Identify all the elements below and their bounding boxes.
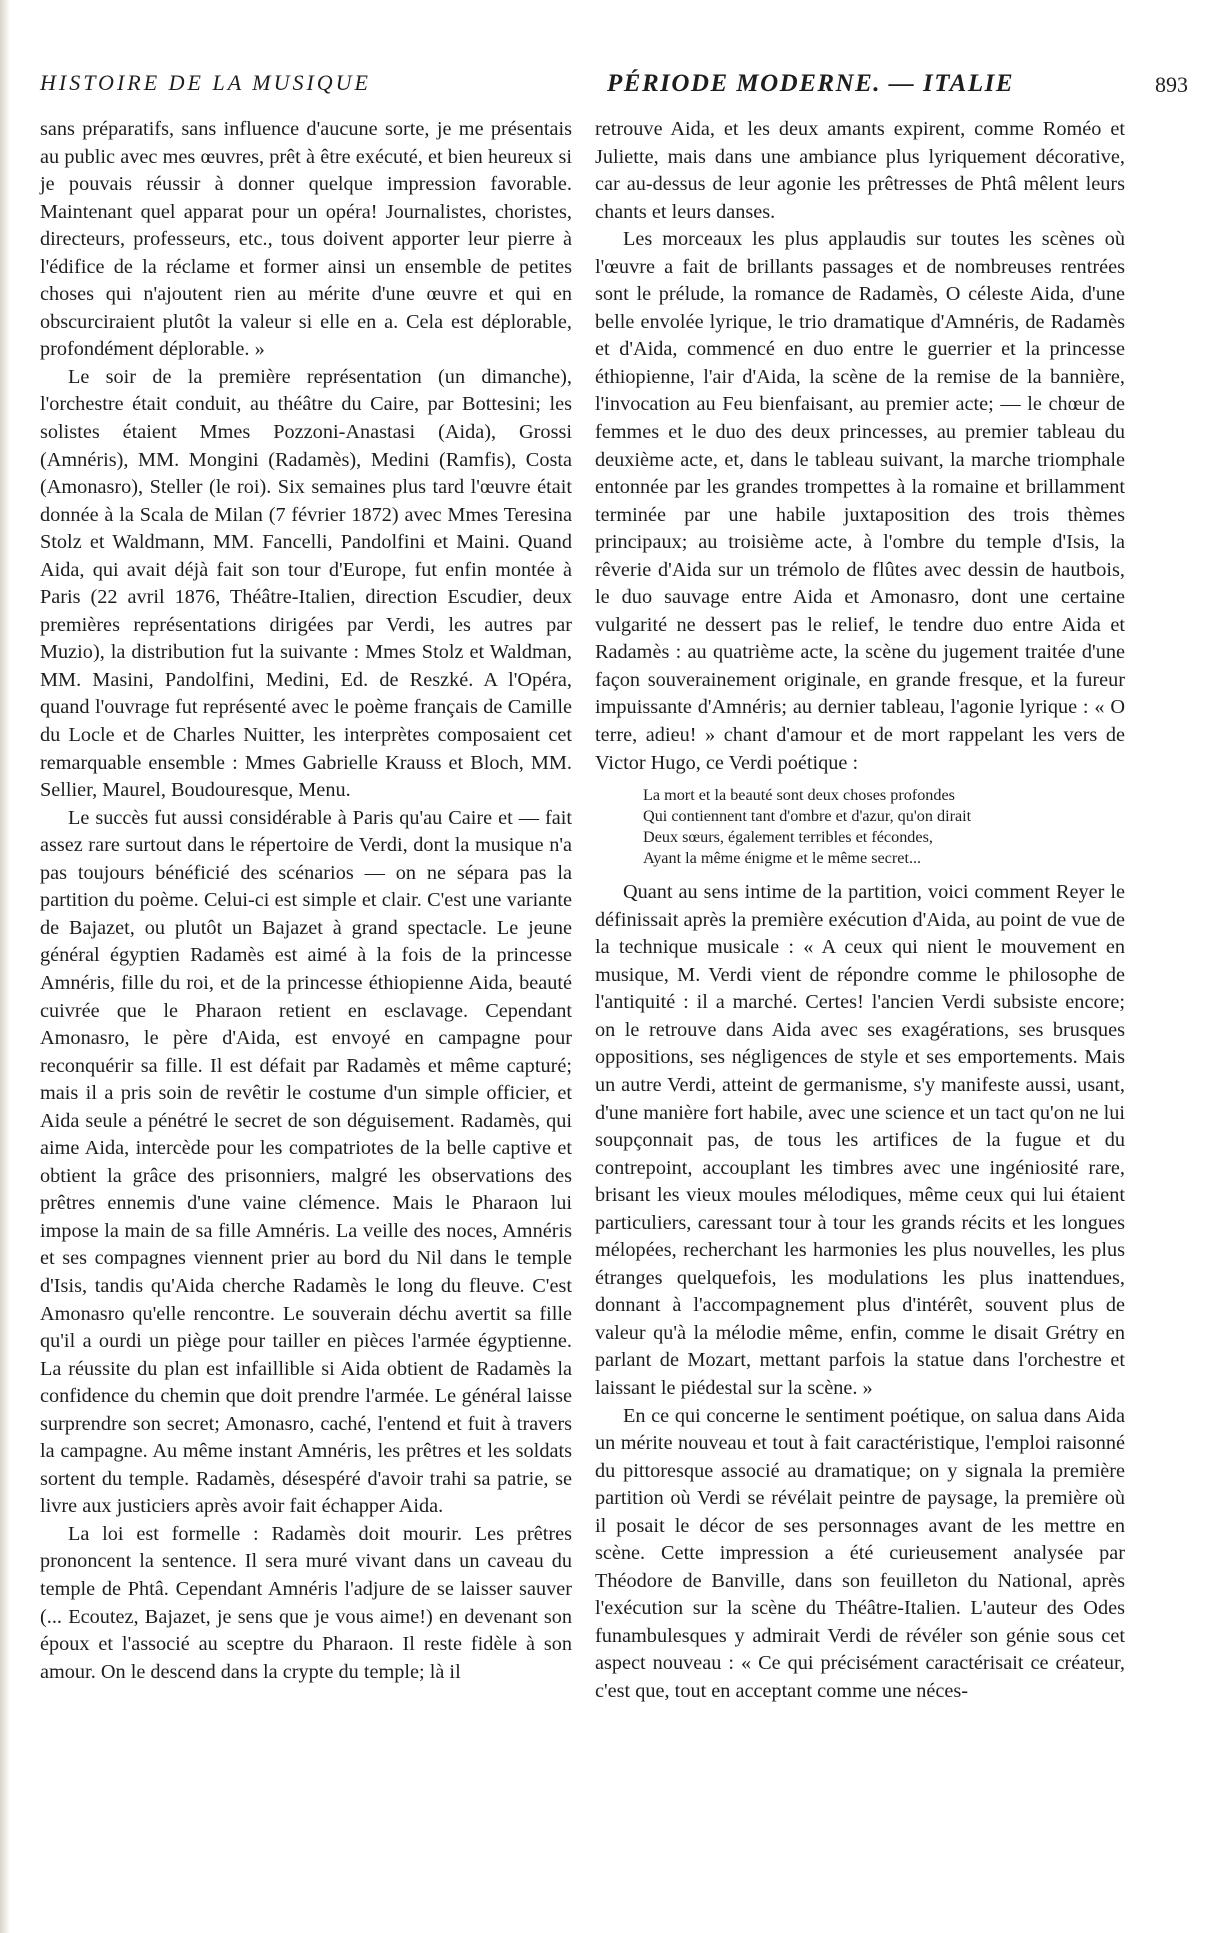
verse-line: Ayant la même énigme et le même secret... — [643, 849, 922, 868]
header-left-title: HISTOIRE DE LA MUSIQUE — [40, 70, 371, 95]
paragraph: sans préparatifs, sans influence d'aucune sorte, je me présentais au public avec mes œuvres, prêt à être exécuté, et bien heureux si je pouvais réussir à donner quelque impression favorable. Maintenant quel apparat pour un opéra! Journalistes, choristes, directeurs, professeurs, etc., tous doivent apporter leur pierre à l'édifice de la réclame et former ainsi un ensemble de petites choses qui n'ajoutent rien au mérite d'une œuvre et qui en obscurciraient plutôt la valeur si elle en a. Cela est déplorable, profondément déplorable. » — [40, 118, 572, 361]
header-right-title: PÉRIODE MODERNE. — ITALIE — [607, 70, 1015, 97]
paragraph: La loi est formelle : Radamès doit mourir. Les prêtres prononcent la sentence. Il sera muré vivant dans un caveau du temple de Phtâ. Cependant Amnéris l'adjure de se laisser sauver (... Ecoutez, Bajazet, je sens que je vous aime!) en devenant son époux et l'associé au sceptre du Pharaon. Il reste fidèle à son amour. On le descend dans la crypte du temple; là il — [40, 1522, 572, 1683]
paragraph: Le soir de la première représentation (un dimanche), l'orchestre était conduit, au théâtre du Caire, par Bottesini; les solistes étaient Mmes Pozzoni-Anastasi (Aida), Grossi (Amnéris), MM. Mongini (Radamès), Medini (Ramfis), Costa (Amonasro), Steller (le roi). Six semaines plus tard l'œuvre était donnée à la Scala de Milan (7 février 1872) avec Mmes Teresina Stolz et Waldmann, MM. Fancelli, Pandolfini et Maini. Quand Aida, qui avait déjà fait son tour d'Europe, fut enfin montée à Paris (22 avril 1876, Théâtre-Italien, direction Escudier, deux premières représentations dirigées par Verdi, les autres par Muzio), la distribution fut la suivante : Mmes Stolz et Waldman, MM. Masini, Pandolfini, Medini, Ed. de Reszké. A l'Opéra, quand l'ouvrage fut représenté avec le poème français de Camille du Locle et de Charles Nuitter, les interprètes composaient cet remarquable ensemble : Mmes Gabrielle Krauss et Bloch, MM. Sellier, Maurel, Boudouresque, Menu. — [40, 365, 572, 802]
paragraph: En ce qui concerne le sentiment poétique, on salua dans Aida un mérite nouveau et tout à fait caractéristique, l'emploi raisonné du pittoresque associé au dramatique; on y signala la première partition où Verdi se révélait peintre de paysage, la première où il posait le décor de ses personnages avant de les mettre en scène. Cette impression a été curieusement analysée par Théodore de Banville, dans son feuilleton du National, après l'exécution sur la scène du Théâtre-Italien. L'auteur des Odes funambulesques y admirait Verdi de révéler son génie sous cet aspect nouveau : « Ce qui précisément caractérisait ce créateur, c'est que, tout en acceptant comme une néces- — [595, 1404, 1125, 1702]
paragraph: Les morceaux les plus applaudis sur toutes les scènes où l'œuvre a fait de brillants passages et de nombreuses rentrées sont le prélude, la romance de Radamès, O céleste Aida, d'une belle envolée lyrique, le trio dramatique d'Amnéris, de Radamès et d'Aida, commencé en duo entre le guerrier et la princesse éthiopienne, l'air d'Aida, la scène de la remise de la bannière, l'invocation au Feu bienfaisant, au premier acte; — le chœur de femmes et le duo des deux princesses, au premier tableau du deuxième acte, et, dans le tableau suivant, la marche triomphale entonnée par les grandes trompettes à la romaine et brillamment terminée par une habile juxtaposition des trois thèmes principaux; au troisième acte, à l'ombre du temple d'Isis, la rêverie d'Aida sur un trémolo de flûtes avec dessin de hautbois, le duo sauvage entre Aida et Amonasro, dont une certaine vulgarité ne dessert pas le relief, le tendre duo entre Aida et Radamès : au quatrième acte, la scène du jugement traitée d'une façon souverainement originale, en grande fresque, et la fureur impuissante d'Amnéris; au dernier tableau, l'agonie lyrique : « O terre, adieu! » chant d'amour et de mort rappelant les vers de Victor Hugo, ce Verdi poétique : — [595, 228, 1125, 774]
paragraph: Le succès fut aussi considérable à Paris qu'au Caire et — fait assez rare surtout dans le répertoire de Verdi, dont la musique n'a pas toujours bénéficié des scénarios — on ne sépara pas la partition du poème. Celui-ci est simple et clair. C'est une variante de Bajazet, ou plutôt un Bajazet à grand spectacle. Le jeune général égyptien Radamès est aimé à la fois de la princesse Amnéris, fille du roi, et de la princesse éthiopienne Aida, beauté cuivrée que le Pharaon retient en esclavage. Cependant Amonasro, le père d'Aida, est envoyé en campagne pour reconquérir sa fille. Il est défait par Radamès et même capturé; mais il a pris soin de revêtir le costume d'un simple officier, et Aida seule a pénétré le secret de son déguisement. Radamès, qui aime Aida, intercède pour les compatriotes de la belle captive et obtient la grâce des prisonniers, malgré les observations des prêtres ennemis d'une vaine clémence. Mais le Pharaon lui impose la main de sa fille Amnéris. La veille des noces, Amnéris et ses compagnes viennent prier au bord du Nil dans le temple d'Isis, tandis qu'Aida cherche Radamès le long du fleuve. C'est Amonasro qu'elle rencontre. Le souverain déchu avertit sa fille qu'il a ourdi un piège pour tailler en pièces l'armée égyptienne. La réussite du plan est infaillible si Aida obtient de Radamès la confidence du chemin que doit prendre l'armée. Le général laisse surprendre son secret; Amonasro, caché, l'entend et fuit à travers la campagne. Au même instant Amnéris, les prêtres et les soldats sortent du temple. Radamès, désespéré d'avoir trahi sa patrie, se livre aux justiciers après avoir fait échapper Aida. — [40, 806, 572, 1518]
page-spine-shadow — [0, 0, 10, 1933]
verse-line: Deux sœurs, également terribles et fécondes, — [643, 828, 933, 847]
paragraph: Quant au sens intime de la partition, voici comment Reyer le définissait après la première exécution d'Aida, au point de vue de la technique musicale : « A ceux qui nient le mouvement en musique, M. Verdi vient de répondre comme le philosophe de l'antiquité : il a marché. Certes! l'ancien Verdi subsiste encore; on le retrouve dans Aida avec ses exagérations, ses brusques oppositions, ses négligences de style et ses emportements. Mais un autre Verdi, atteint de germanisme, s'y manifeste aussi, usant, d'une manière fort habile, avec une science et un tact qu'on ne lui soupçonnait pas, de tous les artifices de la fugue et du contrepoint, accouplant les timbres avec une ingéniosité rare, brisant les vieux moules mélodiques, même ceux qui lui étaient particuliers, caressant tour à tour les grands récits et les longues mélopées, recherchant les harmonies les plus nouvelles, les plus étranges quelquefois, les modulations les plus inattendues, donnant à l'accompagnement plus d'intérêt, souvent plus de valeur qu'à la mélodie même, enfin, comme le disait Grétry en parlant de Mozart, mettant parfois la statue dans l'orchestre et laissant le piédestal sur la scène. » — [595, 881, 1125, 1399]
running-header — [40, 70, 1188, 100]
verse-quote — [643, 785, 1125, 869]
verse-line: Qui contiennent tant d'ombre et d'azur, qu'on dirait — [643, 807, 972, 826]
verse-line: La mort et la beauté sont deux choses profondes — [643, 786, 955, 805]
right-column — [595, 116, 1125, 1706]
left-column — [40, 116, 572, 1686]
paragraph: retrouve Aida, et les deux amants expirent, comme Roméo et Juliette, mais dans une ambiance plus lyriquement décorative, car au-dessus de leur agonie les prêtresses de Phtâ mêlent leurs chants et leurs danses. — [595, 118, 1125, 223]
page-number: 893 — [1155, 72, 1188, 97]
